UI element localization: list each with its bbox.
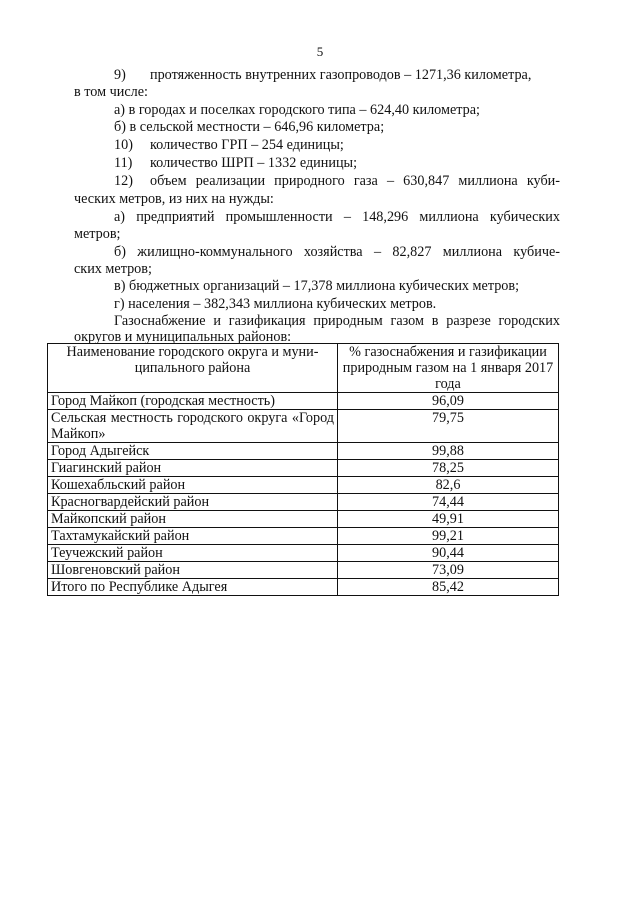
table-caption-line2: округов и муниципальных районов:	[74, 329, 292, 345]
row-name: Город Майкоп (городская местность)	[48, 393, 338, 410]
subitem-housing-continuation: ских метров;	[74, 261, 152, 277]
row-value: 49,91	[338, 511, 559, 528]
subitem-budget: в) бюджетных организаций – 17,378 миллиона кубических метров;	[114, 278, 520, 294]
row-name: Сельская местность городского округа «Город Майкоп»	[48, 410, 338, 443]
header-percent: % газоснабжения и газификации природным газом на 1 января 2017 года	[338, 344, 559, 393]
table-row	[48, 477, 559, 494]
table-row	[48, 545, 559, 562]
subitem-housing: б) жилищно-коммунального хозяйства – 82,827 миллиона кубиче-	[114, 244, 560, 260]
gasification-table	[47, 343, 559, 596]
item-10-text: количество ГРП – 254 единицы;	[150, 137, 344, 153]
table-row	[48, 562, 559, 579]
row-value: 78,25	[338, 460, 559, 477]
table-row	[48, 460, 559, 477]
row-name: Шовгеновский район	[48, 562, 338, 579]
item-12-number: 12)	[114, 173, 133, 189]
table-header-row	[48, 344, 559, 393]
row-value: 99,88	[338, 443, 559, 460]
table-row	[48, 511, 559, 528]
item-9b: б) в сельской местности – 646,96 километра;	[114, 119, 385, 135]
row-name: Кошехабльский район	[48, 477, 338, 494]
row-name: Итого по Республике Адыгея	[48, 579, 338, 596]
row-name: Город Адыгейск	[48, 443, 338, 460]
page-number: 5	[316, 44, 324, 59]
row-value: 73,09	[338, 562, 559, 579]
row-name: Теучежский район	[48, 545, 338, 562]
row-name: Тахтамукайский район	[48, 528, 338, 545]
item-9-text: протяженность внутренних газопроводов – 1271,36 километра,	[150, 67, 532, 83]
row-value: 79,75	[338, 410, 559, 443]
table-row	[48, 443, 559, 460]
subitem-industry-continuation: метров;	[74, 226, 121, 242]
row-value: 96,09	[338, 393, 559, 410]
item-9-continuation: в том числе:	[74, 84, 148, 100]
row-name: Майкопский район	[48, 511, 338, 528]
item-12-continuation: ческих метров, из них на нужды:	[74, 191, 274, 207]
subitem-population: г) населения – 382,343 миллиона кубических метров.	[114, 296, 437, 312]
row-value: 90,44	[338, 545, 559, 562]
row-value: 74,44	[338, 494, 559, 511]
table-row	[48, 494, 559, 511]
subitem-industry: а) предприятий промышленности – 148,296 миллиона кубических	[114, 209, 560, 225]
item-9-number: 9)	[114, 67, 126, 83]
row-name: Красногвардейский район	[48, 494, 338, 511]
table-caption-line1: Газоснабжение и газификация природным газом в разрезе городских	[114, 313, 560, 329]
table-row	[48, 528, 559, 545]
row-value: 85,42	[338, 579, 559, 596]
table-row	[48, 393, 559, 410]
row-name: Гиагинский район	[48, 460, 338, 477]
row-value: 82,6	[338, 477, 559, 494]
header-district: Наименование городского округа и муни-ципального района	[48, 344, 338, 393]
table-row-total	[48, 579, 559, 596]
item-12-text: объем реализации природного газа – 630,847 миллиона куби-	[150, 173, 560, 189]
item-11-text: количество ШРП – 1332 единицы;	[150, 155, 358, 171]
row-value: 99,21	[338, 528, 559, 545]
item-10-number: 10)	[114, 137, 133, 153]
table-row	[48, 410, 559, 443]
item-9a: а) в городах и поселках городского типа – 624,40 километра;	[114, 102, 480, 118]
item-11-number: 11)	[114, 155, 133, 171]
